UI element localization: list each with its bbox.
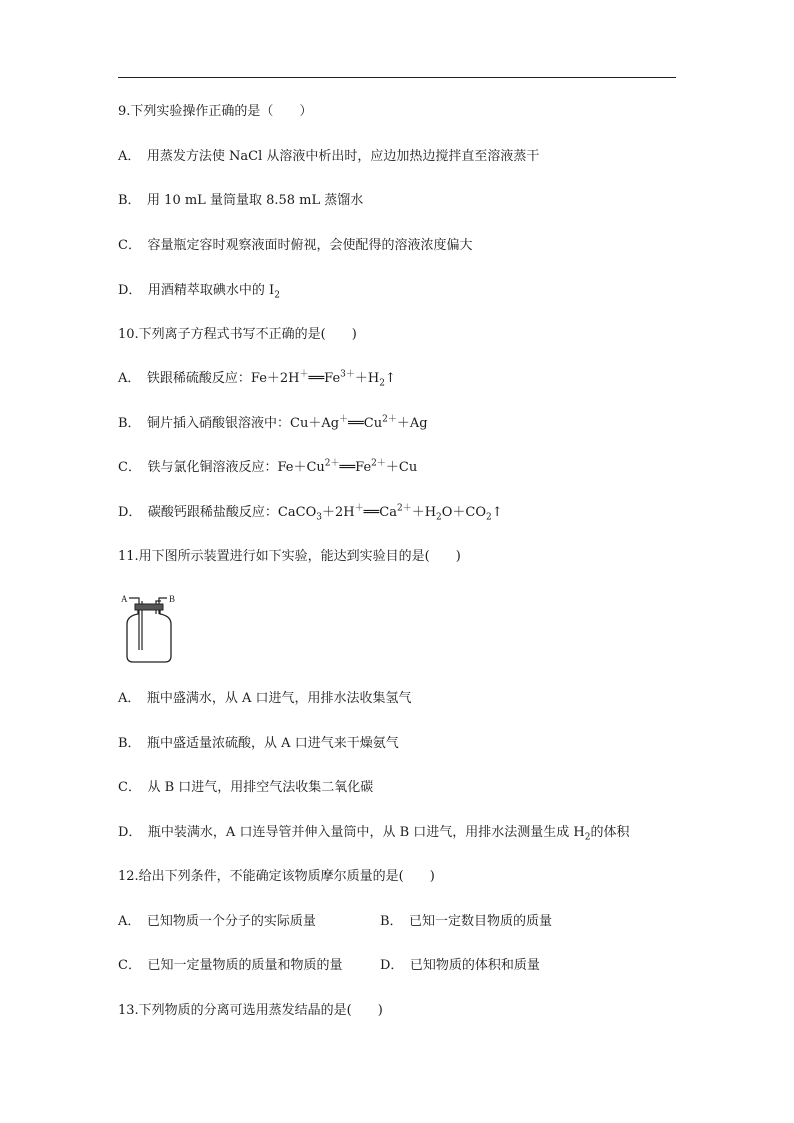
- q9-stem: 9.下列实验操作正确的是（ ）: [118, 104, 313, 119]
- q9-option-a: A． 用蒸发方法使 NaCl 从溶液中析出时，应边加热边搅拌直至溶液蒸干: [118, 149, 540, 164]
- q9-option-b: B． 用 10 mL 量筒量取 8.58 mL 蒸馏水: [118, 193, 364, 208]
- q12-stem: 12.给出下列条件，不能确定该物质摩尔质量的是( ): [118, 869, 435, 884]
- q9-option-c: C． 容量瓶定容时观察液面时俯视，会使配得的溶液浓度偏大: [118, 238, 473, 253]
- q11-option-d: D． 瓶中装满水，A 口连导管并伸入量筒中，从 B 口进气，用排水法测量生成 $H_2$的体积: [118, 825, 630, 843]
- q10-option-a: A． 铁跟稀硫酸反应：$Fe+2H^+══Fe^{3+}+H_2↑$: [118, 369, 396, 389]
- q12-row-cd: [118, 957, 540, 975]
- bottle-body: [127, 610, 171, 662]
- header-rule: [118, 77, 676, 78]
- q12-option-d: D． 已知物质的体积和质量: [380, 958, 540, 973]
- port-label-a: A: [121, 594, 128, 604]
- q10-option-c: C． 铁与氯化铜溶液反应：$Fe+Cu^{2+}══Fe^{2+}+Cu$: [118, 458, 418, 475]
- q12-option-b: B． 已知一定数目物质的质量: [380, 914, 553, 929]
- q10-stem: 10.下列离子方程式书写不正确的是( ): [118, 327, 357, 342]
- q11-option-c: C． 从 B 口进气，用排空气法收集二氧化碳: [118, 780, 374, 795]
- q12-row-ab: [118, 913, 553, 931]
- q10-option-b: B． 铜片插入硝酸银溶液中：$Cu+Ag^+══Cu^{2+}+Ag$: [118, 414, 428, 431]
- q13-stem: 13.下列物质的分离可选用蒸发结晶的是( ): [118, 1003, 383, 1018]
- q11-stem: 11.用下图所示装置进行如下实验，能达到实验目的是( ): [118, 549, 461, 564]
- port-label-b: B: [169, 594, 176, 604]
- gas-washing-bottle-diagram: [119, 590, 181, 664]
- stopper: [135, 604, 163, 610]
- q12-option-a: A． 已知物质一个分子的实际质量: [118, 914, 316, 929]
- q11-option-b: B． 瓶中盛适量浓硫酸，从 A 口进气来干燥氨气: [118, 736, 399, 751]
- q11-option-a: A． 瓶中盛满水，从 A 口进气，用排水法收集氢气: [118, 691, 412, 706]
- q9-option-d: D． 用酒精萃取碘水中的 $I_2$: [118, 283, 280, 301]
- q10-option-d: D． 碳酸钙跟稀盐酸反应：$CaCO_3+2H^+══Ca^{2+}+H_2O+CO_2↑$: [118, 503, 503, 523]
- q12-option-c: C． 已知一定量物质的质量和物质的量: [118, 958, 343, 973]
